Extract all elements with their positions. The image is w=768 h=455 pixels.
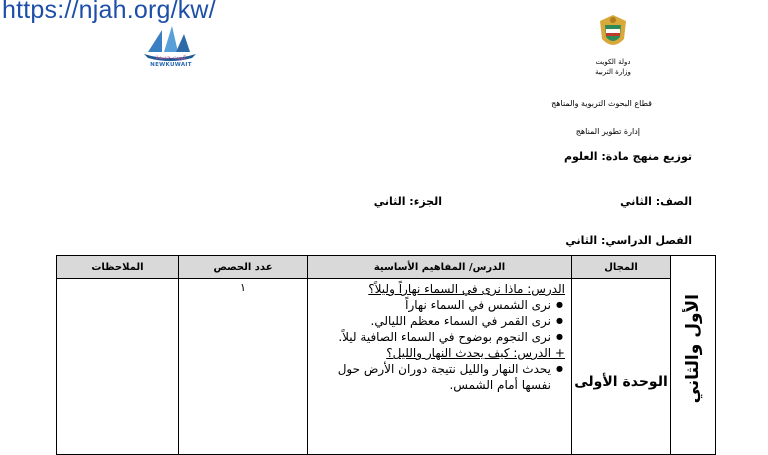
ministry-name: وزارة التربية [595,68,631,76]
list-item: ● نرى الشمس في السماء نهاراً [312,297,551,313]
term-label: الفصل الدراسي: الثاني [565,234,692,247]
lesson2-title: + الدرس: كيف يحدث النهار والليل؟ [386,346,565,360]
table-row [57,279,716,455]
list-item: ● نرى القمر في السماء معظم الليالي. [312,313,551,329]
sector-name: قطاع البحوث التربوية والمناهج [551,99,652,108]
part-label: الجزء: الثاني [373,195,442,208]
side-cell [671,256,716,455]
header-periods: عدد الحصص [179,256,308,279]
kuwait-emblem-icon [596,13,630,53]
state-name: دولة الكويت [595,58,631,66]
lesson2-points [312,361,565,393]
periods-cell: ١ [179,279,308,455]
side-label: الأول والثاني [683,294,703,404]
header-notes: الملاحظات [57,256,179,279]
newkuwait-english-text: NEWKUWAIT [150,62,192,68]
list-item: ● يحدث النهار والليل نتيجة دوران الأرض حول نفسها أمام الشمس. [312,361,551,393]
header-domain: المجال [572,256,671,279]
grade-label: الصف: الثاني [620,195,692,208]
page-url[interactable]: https://njah.org/kw/ [2,0,216,24]
lesson-cell [308,279,572,455]
newkuwait-arabic-text: كويت جديدة [155,54,187,61]
lesson1-title: الدرس: ماذا نرى في السماء نهاراً وليلاً؟ [368,282,565,296]
lesson1-points [312,297,565,345]
unit-cell: الوحدة الأولى [572,279,671,455]
department-name: إدارة تطوير المناهج [575,127,640,136]
notes-cell [57,279,179,455]
table-header-row [57,256,716,279]
list-item: ● نرى النجوم بوضوح في السماء الصافية ليلاً. [312,329,551,345]
header-lesson: الدرس/ المفاهيم الأساسية [308,256,572,279]
document-title: توزيع منهج مادة: العلوم [563,150,692,163]
curriculum-table [56,255,716,455]
